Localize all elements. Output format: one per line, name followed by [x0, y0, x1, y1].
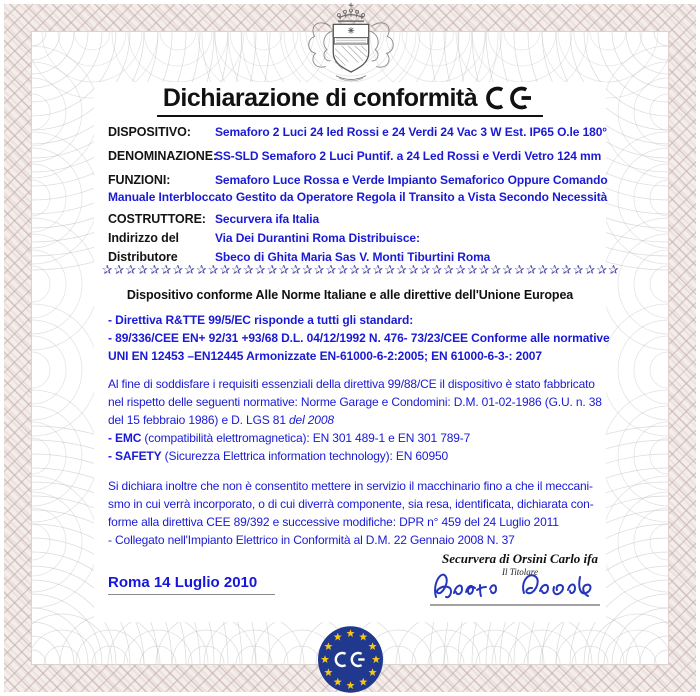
field-label: DENOMINAZIONE:	[108, 149, 218, 163]
field-label: Distributore	[108, 250, 178, 264]
signature-company: Securvera di Orsini Carlo ifa	[441, 551, 598, 566]
field-denominazione	[108, 149, 601, 163]
field-label: COSTRUTTORE:	[108, 212, 206, 226]
field-label: DISPOSITIVO:	[108, 125, 191, 139]
safety-label: - SAFETY	[108, 449, 162, 463]
field-value: Via Dei Durantini Roma Distribuisce:	[215, 231, 420, 245]
field-label: FUNZIONI:	[108, 173, 171, 187]
field-costruttore	[108, 212, 319, 226]
field-indirizzo	[108, 231, 420, 245]
directive-line: - 89/336/CEE EN+ 92/31 +93/68 D.L. 04/12/1992 N. 476- 73/23/CEE Conforme alle normative	[108, 331, 610, 345]
title-text: Dichiarazione di conformità	[162, 84, 478, 112]
field-value: Sbeco di Ghita Maria Sas V. Monti Tiburtini Roma	[215, 250, 491, 264]
declaration-line: smo in cui verrà incorporato, o di cui diverrà componente, sia resa, identificata, dichiarata con-	[108, 497, 594, 511]
field-value: Semaforo 2 Luci 24 led Rossi e 24 Verdi 24 Vac 3 W Est. IP65 O.le 180°	[215, 125, 607, 139]
field-value: Semaforo Luce Rossa e Verde Impianto Semaforico Oppure Comando	[215, 173, 608, 187]
directive-line: - Direttiva R&TTE 99/5/EC risponde a tutti gli standard:	[108, 313, 414, 327]
field-dispositivo	[108, 125, 607, 139]
fabrication-text: del 15 febbraio 1986) e D. LGS 81	[108, 413, 290, 427]
stars-divider: ✰✰✰✰✰✰✰✰✰✰✰✰✰✰✰✰✰✰✰✰✰✰✰✰✰✰✰✰✰✰✰✰✰✰✰✰✰✰✰✰✰✰✰✰	[102, 262, 621, 277]
emc-text: (compatibilità elettromagnetica): EN 301 489-1 e EN 301 789-7	[141, 431, 471, 445]
declaration-line: Si dichiara inoltre che non è consentito mettere in servizio il macchinario fino a che il meccani-	[108, 479, 593, 493]
eu-ce-badge	[317, 626, 384, 693]
field-funzioni-continuation: Manuale Interbloccato Gestito da Operatore Regola il Transito a Vista Secondo Necessità	[108, 190, 608, 204]
conformity-heading: Dispositivo conforme Alle Norme Italiane e alle direttive dell'Unione Europea	[126, 288, 574, 302]
emc-line	[108, 431, 470, 445]
field-label: Indirizzo del	[108, 231, 179, 245]
fabrication-line: Al fine di soddisfare i requisiti essenziali della direttiva 99/88/CE il dispositivo è stato fabbricato	[108, 377, 595, 391]
declaration-line: - Collegato nell'Impianto Elettrico in Conformità al D.M. 22 Gennaio 2008 N. 37	[108, 533, 515, 547]
page-title	[0, 84, 700, 117]
field-funzioni	[108, 173, 608, 187]
fabrication-line	[108, 413, 334, 427]
declaration-line: forme alla direttiva CEE 89/392 e successive modifiche: DPR n° 459 del 24 Luglio 2011	[108, 515, 559, 529]
directive-line: UNI EN 12453 –EN12445 Armonizzate EN-61000-6-2:2005; EN 61000-6-3-: 2007	[108, 349, 542, 363]
fabrication-line: nel rispetto delle seguenti normative: Norme Garage e Condomini: D.M. 01-02-1986 (G.U. n. 38	[108, 395, 602, 409]
ce-mark-label	[537, 84, 538, 85]
field-value: SS-SLD Semaforo 2 Luci Puntif. a 24 Led Rossi e Verdi Vetro 124 mm	[215, 149, 602, 163]
place-date: Roma 14 Luglio 2010	[108, 574, 275, 595]
fabrication-text-italic: del 2008	[289, 413, 334, 427]
emc-label: - EMC	[108, 431, 142, 445]
handwritten-signature	[428, 563, 608, 611]
field-value: Securvera ifa Italia	[215, 212, 320, 226]
signature-role: Il Titolare	[502, 567, 538, 577]
safety-text: (Sicurezza Elettrica information technology): EN 60950	[161, 449, 449, 463]
ce-mark-icon	[485, 85, 537, 112]
eu-flag-ce-icon	[317, 626, 384, 693]
safety-line	[108, 449, 448, 463]
